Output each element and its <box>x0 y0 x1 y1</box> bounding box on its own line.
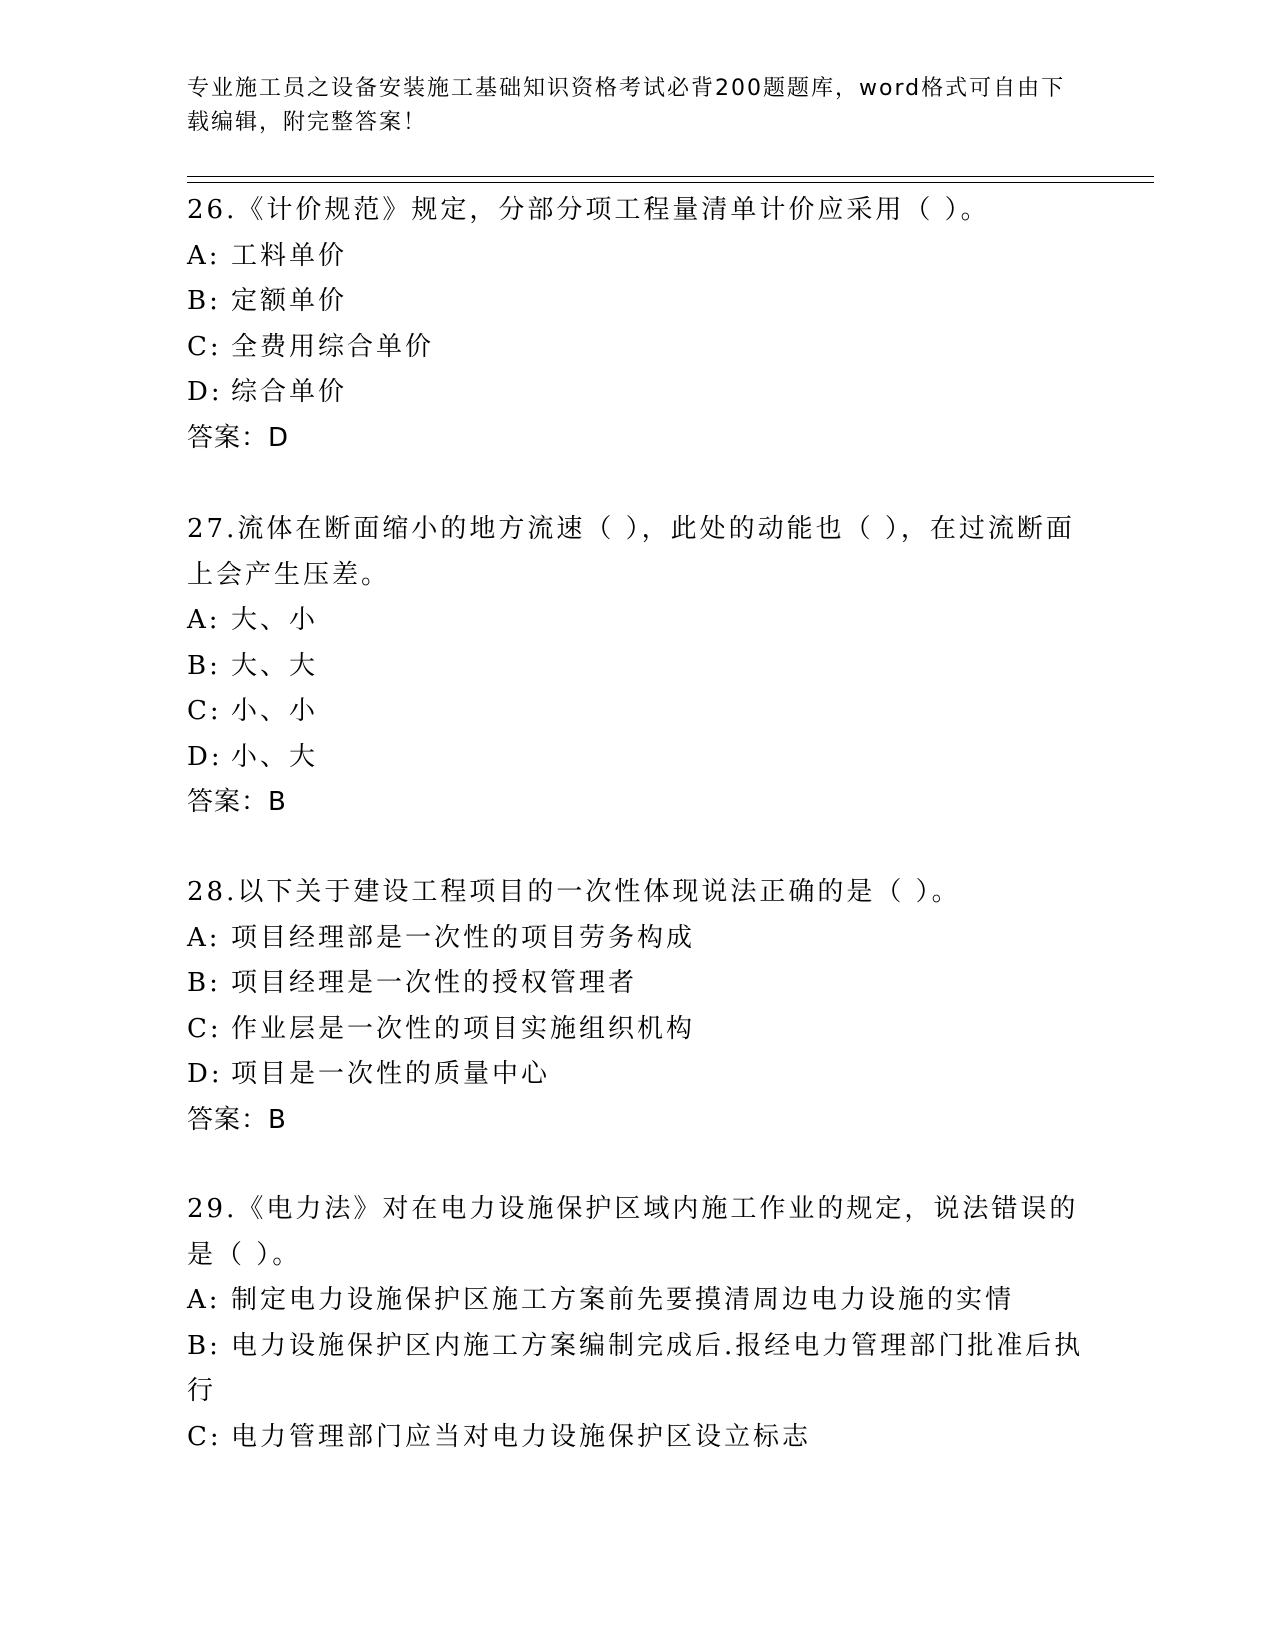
option-label: B: <box>187 968 221 998</box>
option-d <box>187 1052 1087 1098</box>
question-stem: 28.以下关于建设工程项目的一次性体现说法正确的是（ ）。 <box>187 877 961 907</box>
option-c <box>187 1007 1087 1053</box>
question-stem: 29.《电力法》对在电力设施保护区域内施工作业的规定，说法错误的是（ ）。 <box>187 1194 1079 1270</box>
option-text: 全费用综合单价 <box>231 331 435 362</box>
option-text: 项目是一次性的质量中心 <box>231 1059 551 1089</box>
option-text: 小、大 <box>231 741 319 772</box>
option-text: 大、大 <box>231 650 319 681</box>
option-text: 综合单价 <box>231 377 348 407</box>
option-d <box>187 370 1087 416</box>
option-label: A: <box>187 240 221 271</box>
header-divider-bottom <box>187 182 1154 183</box>
option-label: C: <box>187 331 222 362</box>
option-a <box>187 598 1087 644</box>
option-b <box>187 1324 1087 1415</box>
option-label: A: <box>187 922 221 953</box>
option-c <box>187 689 1087 735</box>
option-b <box>187 279 1087 325</box>
question-29 <box>187 1187 1087 1460</box>
answer: 答案：B <box>187 1104 287 1135</box>
question-26 <box>187 188 1087 461</box>
option-label: D: <box>187 1059 223 1089</box>
question-stem: 27.流体在断面缩小的地方流速（ ），此处的动能也（ ），在过流断面上会产生压差。 <box>187 514 1075 590</box>
answer: 答案：D <box>187 422 290 453</box>
option-a <box>187 916 1087 962</box>
option-text: 制定电力设施保护区施工方案前先要摸清周边电力设施的实情 <box>231 1285 1015 1315</box>
question-27 <box>187 507 1087 826</box>
option-text: 工料单价 <box>231 240 348 271</box>
option-b <box>187 961 1087 1007</box>
document-header: 专业施工员之设备安装施工基础知识资格考试必背200题题库，word格式可自由下载编辑，附完整答案！ <box>187 76 1066 135</box>
option-text: 小、小 <box>231 696 319 726</box>
option-label: D: <box>187 377 223 407</box>
option-text: 电力设施保护区内施工方案编制完成后.报经电力管理部门批准后执行 <box>187 1330 1084 1406</box>
option-text: 电力管理部门应当对电力设施保护区设立标志 <box>231 1421 812 1452</box>
option-label: D: <box>187 741 223 772</box>
option-b <box>187 644 1087 690</box>
option-text: 项目经理部是一次性的项目劳务构成 <box>231 922 696 953</box>
option-label: B: <box>187 286 221 316</box>
option-d <box>187 735 1087 781</box>
option-a <box>187 1278 1087 1324</box>
option-a <box>187 234 1087 280</box>
option-label: B: <box>187 650 221 681</box>
option-text: 大、小 <box>231 605 319 635</box>
question-stem: 26.《计价规范》规定，分部分项工程量清单计价应采用（ ）。 <box>187 195 990 225</box>
option-text: 作业层是一次性的项目实施组织机构 <box>231 1013 696 1044</box>
option-label: B: <box>187 1330 221 1361</box>
option-label: C: <box>187 1013 222 1044</box>
option-c <box>187 325 1087 371</box>
option-label: A: <box>187 605 221 635</box>
question-28 <box>187 870 1087 1143</box>
option-label: A: <box>187 1285 221 1315</box>
option-text: 项目经理是一次性的授权管理者 <box>231 968 638 998</box>
answer: 答案：B <box>187 787 287 817</box>
option-label: C: <box>187 1421 222 1452</box>
option-label: C: <box>187 696 222 726</box>
option-c <box>187 1415 1087 1461</box>
option-text: 定额单价 <box>231 286 348 316</box>
header-divider-top <box>187 176 1154 177</box>
